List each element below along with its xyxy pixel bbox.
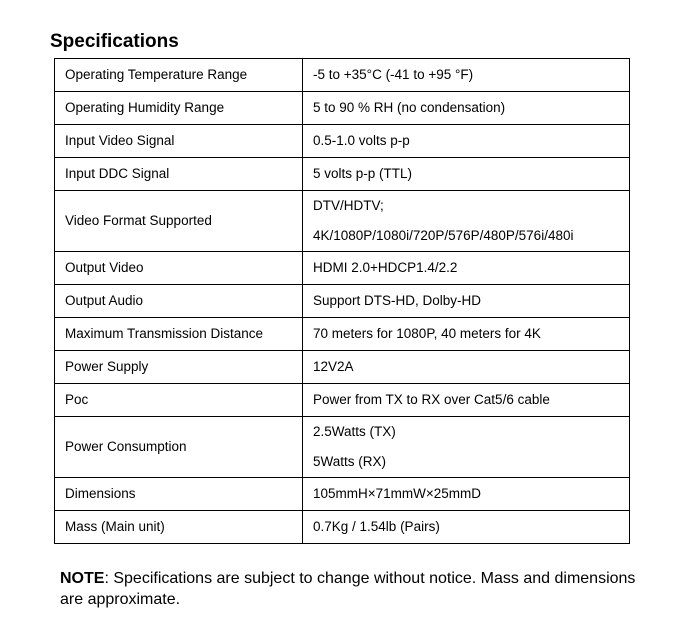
spec-parameter-cell: Mass (Main unit): [55, 511, 303, 544]
note-label: NOTE: [60, 570, 105, 587]
spec-value-line: 5 volts p-p (TTL): [313, 165, 413, 181]
spec-value-line: 0.5-1.0 volts p-p: [313, 132, 410, 148]
spec-value-cell: [303, 59, 630, 92]
table-row: [55, 92, 630, 125]
spec-value-cell: [303, 125, 630, 158]
table-row: [55, 285, 630, 318]
spec-value-line: 5 to 90 % RH (no condensation): [313, 99, 506, 115]
note-text: : Specifications are subject to change without notice. Mass and dimensions are approximate.: [60, 570, 636, 608]
spec-value-cell: [303, 191, 630, 252]
spec-value-line: 12V2A: [313, 358, 354, 374]
spec-value-line: 70 meters for 1080P, 40 meters for 4K: [313, 325, 541, 341]
spec-value-cell: [303, 511, 630, 544]
spec-value-line: 0.7Kg / 1.54lb (Pairs): [313, 518, 440, 534]
spec-value-cell: [303, 252, 630, 285]
table-row: [55, 318, 630, 351]
table-row: [55, 417, 630, 478]
page-title: Specifications: [50, 31, 179, 52]
spec-value-line: 5Watts (RX): [313, 454, 387, 469]
table-row: [55, 478, 630, 511]
spec-value-cell: [303, 478, 630, 511]
spec-parameter-cell: Poc: [55, 384, 303, 417]
spec-value-line: -5 to +35°C (-41 to +95 °F): [313, 66, 474, 82]
spec-parameter-cell: Output Audio: [55, 285, 303, 318]
spec-parameter-cell: Input Video Signal: [55, 125, 303, 158]
spec-value-cell: [303, 92, 630, 125]
note-paragraph: [60, 568, 640, 610]
spec-value-cell: [303, 351, 630, 384]
spec-parameter-cell: Power Supply: [55, 351, 303, 384]
spec-value-cell: [303, 417, 630, 478]
specifications-table: [54, 58, 630, 544]
spec-value-line: Support DTS-HD, Dolby-HD: [313, 292, 482, 308]
table-row: [55, 252, 630, 285]
spec-value-line: Power from TX to RX over Cat5/6 cable: [313, 391, 550, 407]
spec-parameter-cell: Operating Temperature Range: [55, 59, 303, 92]
spec-parameter-cell: Power Consumption: [55, 417, 303, 478]
spec-value-cell: [303, 318, 630, 351]
table-row: [55, 125, 630, 158]
table-row: [55, 384, 630, 417]
table-row: [55, 351, 630, 384]
table-row: [55, 191, 630, 252]
spec-value-line: 2.5Watts (TX): [313, 423, 396, 439]
spec-parameter-cell: Operating Humidity Range: [55, 92, 303, 125]
table-row: [55, 59, 630, 92]
spec-value-line: 105mmH×71mmW×25mmD: [313, 485, 482, 501]
spec-value-line: HDMI 2.0+HDCP1.4/2.2: [313, 259, 458, 275]
specifications-table-body: [55, 59, 630, 544]
spec-value-cell: [303, 158, 630, 191]
spec-parameter-cell: Video Format Supported: [55, 191, 303, 252]
spec-value-line: DTV/HDTV;: [313, 197, 384, 213]
spec-value-line: 4K/1080P/1080i/720P/576P/480P/576i/480i: [313, 228, 574, 243]
spec-value-cell: [303, 285, 630, 318]
spec-parameter-cell: Maximum Transmission Distance: [55, 318, 303, 351]
spec-parameter-cell: Input DDC Signal: [55, 158, 303, 191]
spec-parameter-cell: Dimensions: [55, 478, 303, 511]
spec-value-cell: [303, 384, 630, 417]
table-row: [55, 511, 630, 544]
spec-parameter-cell: Output Video: [55, 252, 303, 285]
table-row: [55, 158, 630, 191]
